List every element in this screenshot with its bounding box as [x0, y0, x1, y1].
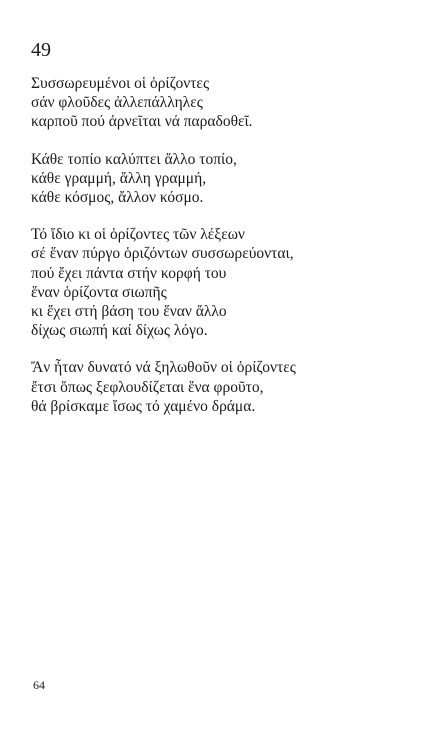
- poem-line: σέ ἕναν πύργο ὁριζόντων συσσωρεύονται,: [31, 245, 294, 263]
- poem-line: κάθε κόσμος, ἄλλον κόσμο.: [31, 189, 204, 207]
- stanza-1: [31, 74, 421, 132]
- poem-line: Συσσωρευμένοι οἱ ὁρίζοντες: [31, 75, 210, 92]
- poem-line: ἔτσι ὅπως ξεφλουδίζεται ἕνα φροῦτο,: [31, 378, 264, 396]
- poem-line: ἕναν ὁρίζοντα σιωπῆς: [31, 283, 167, 301]
- poem-body: [31, 74, 421, 434]
- poem-line: πού ἔχει πάντα στήν κορφή του: [31, 264, 227, 282]
- poem-line: δίχως σιωπή καί δίχως λόγο.: [31, 322, 208, 340]
- poem-line: Κάθε τοπίο καλύπτει ἄλλο τοπίο,: [31, 150, 237, 168]
- stanza-3: [31, 225, 421, 340]
- poem-line: Ἄν ἦταν δυνατό νά ξηλωθοῦν οἱ ὁρίζοντες: [31, 359, 296, 377]
- poem-line: καρποῦ πού ἀρνεῖται νά παραδοθεῖ.: [31, 113, 253, 131]
- poem-number: 49: [31, 39, 51, 61]
- poem-line: κάθε γραμμή, ἄλλη γραμμή,: [31, 169, 207, 187]
- poem-line: Τό ἴδιο κι οἱ ὁρίζοντες τῶν λέξεων: [31, 226, 245, 244]
- stanza-4: [31, 358, 421, 416]
- poem-line: θά βρίσκαμε ἴσως τό χαμένο δράμα.: [31, 397, 256, 415]
- page-number: 64: [33, 678, 45, 692]
- stanza-2: [31, 150, 421, 208]
- poem-line: σάν φλοῦδες ἀλλεπάλληλες: [31, 94, 203, 112]
- poem-line: κι ἔχει στή βάση του ἕναν ἄλλο: [31, 303, 227, 321]
